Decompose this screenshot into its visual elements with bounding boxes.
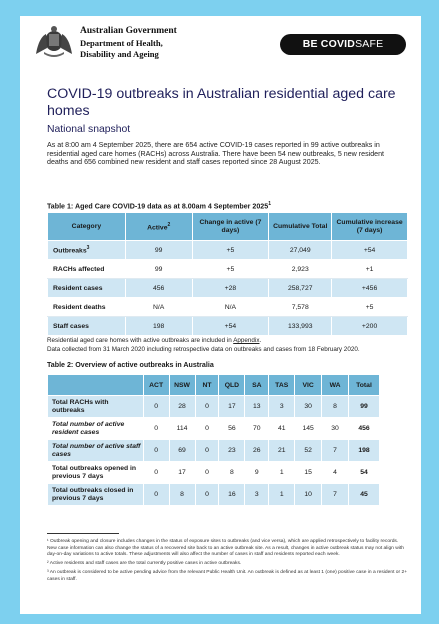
cell-total: 7,578 [269, 298, 332, 317]
table-cell: 16 [219, 484, 245, 506]
appendix-link[interactable]: Appendix [233, 337, 260, 344]
footnote-1: ¹ Outbreak opening and closure includes changes in the status of exposure sites to outbreaks (and vice versa), which are applied retrospectively to facility records. New case information can also change the status of a recovered site back to an active outbreak site. As a result, changes in active outbreak status may not align with day-on-day variations to active totals. These adjustments will also affect the number of cases in staff and residents reported each week. [47, 539, 404, 557]
table-cell: 114 [169, 418, 195, 440]
table1-header-active-sup: 2 [167, 221, 171, 228]
table2-header-qld: QLD [219, 375, 245, 396]
table-row [48, 260, 408, 279]
row-label [48, 241, 126, 260]
page-title: COVID-19 outbreaks in Australian residential aged care homes [47, 86, 396, 119]
row-label: Total number of active staff cases [48, 440, 144, 462]
table2-header-act: ACT [143, 375, 169, 396]
table1-header-row [48, 213, 408, 241]
cell-increase: +1 [332, 260, 408, 279]
table-row [48, 418, 380, 440]
report-page [20, 16, 421, 614]
gov-name: Australian Government [80, 26, 177, 36]
row-label: Total outbreaks opened in previous 7 days [48, 462, 144, 484]
cell-active: 99 [125, 260, 192, 279]
table-row [48, 317, 408, 336]
table-cell: 1 [269, 484, 295, 506]
table1-header-change: Change in active (7 days) [192, 213, 269, 241]
table-cell: 8 [169, 484, 195, 506]
table-row [48, 440, 380, 462]
cell-change: +5 [192, 241, 269, 260]
cell-change: +5 [192, 260, 269, 279]
table-cell: 10 [295, 484, 322, 506]
cell-total: 27,049 [269, 241, 332, 260]
page-subtitle: National snapshot [47, 124, 131, 135]
row-label: Total outbreaks closed in previous 7 days [48, 484, 144, 506]
table-cell: 0 [143, 484, 169, 506]
cell-active: N/A [125, 298, 192, 317]
row-label: Resident deaths [48, 298, 126, 317]
table1-header-active-label: Active [147, 224, 168, 232]
active-outbreaks-table [47, 374, 380, 506]
table-cell: 13 [245, 396, 269, 418]
table-cell: 145 [295, 418, 322, 440]
cell-increase: +54 [332, 241, 408, 260]
table-cell: 0 [195, 418, 219, 440]
table-row [48, 279, 408, 298]
table-cell: 17 [169, 462, 195, 484]
table1-header-increase: Cumulative increase (7 days) [332, 213, 408, 241]
table-cell: 0 [143, 462, 169, 484]
table-cell: 0 [195, 462, 219, 484]
table-cell: 28 [169, 396, 195, 418]
table-cell: 26 [245, 440, 269, 462]
table-cell: 70 [245, 418, 269, 440]
row-label: RACHs affected [48, 260, 126, 279]
table1-note-appendix [47, 337, 261, 345]
table-cell: 23 [219, 440, 245, 462]
cell-increase: +200 [332, 317, 408, 336]
cell-total: 133,993 [269, 317, 332, 336]
table-cell: 0 [143, 418, 169, 440]
table-cell: 30 [295, 396, 322, 418]
table-cell: 9 [245, 462, 269, 484]
cell-active: 456 [125, 279, 192, 298]
table1-header-category: Category [48, 213, 126, 241]
row-label: Total number of active resident cases [48, 418, 144, 440]
table2-header-nt: NT [195, 375, 219, 396]
covidsafe-badge [280, 34, 406, 55]
footnotes [47, 539, 408, 586]
table1-caption-sup: 1 [268, 201, 271, 207]
coat-of-arms-icon [30, 24, 78, 60]
badge-prefix: BE COVID [302, 38, 356, 50]
table-cell: 8 [322, 396, 349, 418]
table-cell: 0 [195, 440, 219, 462]
table2-body [48, 396, 380, 506]
table-row [48, 396, 380, 418]
table-cell: 198 [349, 440, 380, 462]
cell-change: N/A [192, 298, 269, 317]
table2-header-sa: SA [245, 375, 269, 396]
government-wordmark [80, 25, 177, 60]
table-row [48, 462, 380, 484]
table2-header-row [48, 375, 380, 396]
row-label-sup: 3 [86, 245, 90, 252]
table1-caption [47, 201, 271, 210]
table-cell: 7 [322, 484, 349, 506]
table-cell: 3 [269, 396, 295, 418]
cell-total: 258,727 [269, 279, 332, 298]
table-cell: 1 [269, 462, 295, 484]
note-suffix: . [259, 337, 262, 344]
footnote-2: ² Active residents and staff cases are the total currently positive cases in active outbreaks. [47, 561, 242, 566]
table-cell: 21 [269, 440, 295, 462]
cell-active: 99 [125, 241, 192, 260]
table-cell: 4 [322, 462, 349, 484]
table-row [48, 484, 380, 506]
table-cell: 41 [269, 418, 295, 440]
cell-change: +28 [192, 279, 269, 298]
table-cell: 99 [349, 396, 380, 418]
cell-change: +54 [192, 317, 269, 336]
table1-header-total: Cumulative Total [269, 213, 332, 241]
footnote-divider [47, 533, 119, 534]
table2-header-tas: TAS [269, 375, 295, 396]
table1-note-data: Data collected from 31 March 2020 including retrospective data on outbreaks and cases from 18 February 2020. [47, 346, 360, 353]
aged-care-data-table [47, 212, 408, 336]
row-label: Resident cases [48, 279, 126, 298]
dept-name-line1: Department of Health, [80, 38, 163, 48]
table-cell: 3 [245, 484, 269, 506]
table-cell: 7 [322, 440, 349, 462]
row-label: Total RACHs with outbreaks [48, 396, 144, 418]
row-label-text: Outbreaks [53, 247, 87, 255]
report-header [20, 16, 421, 76]
table2-caption: Table 2: Overview of active outbreaks in Australia [47, 361, 214, 369]
table-cell: 0 [143, 396, 169, 418]
footnote-3: ³ An outbreak is considered to be active pending advice from the relevant Public Health Unit. An outbreak is defined as at least 1 (one) positive case in a resident or 2+ cases in staff. [47, 570, 408, 582]
badge-suffix: SAFE [355, 38, 384, 50]
table-row [48, 298, 408, 317]
table-cell: 456 [349, 418, 380, 440]
note-prefix: Residential aged care homes with active outbreaks are included in [47, 337, 234, 344]
table-cell: 52 [295, 440, 322, 462]
table-cell: 45 [349, 484, 380, 506]
table-cell: 0 [195, 484, 219, 506]
cell-increase: +456 [332, 279, 408, 298]
table-cell: 30 [322, 418, 349, 440]
table2-header-total: Total [349, 375, 380, 396]
table-cell: 15 [295, 462, 322, 484]
table-cell: 69 [169, 440, 195, 462]
cell-active: 198 [125, 317, 192, 336]
table1-header-active [125, 213, 192, 241]
table-cell: 0 [195, 396, 219, 418]
table2-header-wa: WA [322, 375, 349, 396]
dept-name-line2: Disability and Ageing [80, 49, 159, 59]
table-cell: 17 [219, 396, 245, 418]
table-cell: 0 [143, 440, 169, 462]
table-cell: 56 [219, 418, 245, 440]
table-cell: 8 [219, 462, 245, 484]
table-row [48, 241, 408, 260]
table2-header-nsw: NSW [169, 375, 195, 396]
table1-caption-text: Table 1: Aged Care COVID-19 data as at 8.00am 4 September 2025 [47, 202, 269, 211]
table-cell: 54 [349, 462, 380, 484]
table2-header-vic: VIC [295, 375, 322, 396]
cell-increase: +5 [332, 298, 408, 317]
row-label: Staff cases [48, 317, 126, 336]
intro-paragraph: As at 8:00 am 4 September 2025, there are 654 active COVID-19 cases reported in 99 active outbreaks in residential aged care homes (RACHs) across Australia. There have been 54 new outbreaks, 5 new resident deaths and 656 combined new resident and staff cases reported since 28 August 2025. [47, 141, 385, 167]
table2-header-blank [48, 375, 144, 396]
cell-total: 2,923 [269, 260, 332, 279]
